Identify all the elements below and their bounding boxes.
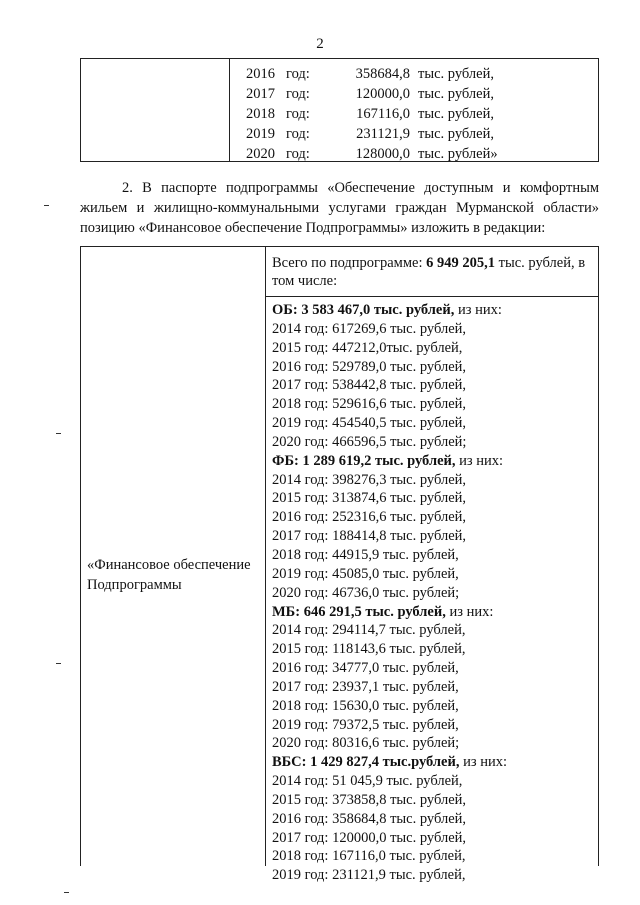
year: 2020 bbox=[246, 146, 275, 162]
list-item: 2019 год: 231121,9 тыс. рублей, bbox=[272, 867, 466, 884]
list-item: 2020 год: 80316,6 тыс. рублей; bbox=[272, 735, 460, 752]
total-suffix: тыс. рублей, в том числе: bbox=[272, 255, 586, 289]
continuation-table-label-cell bbox=[81, 59, 230, 161]
year-label: год: bbox=[286, 86, 310, 102]
list-item: 2019 год: 454540,5 тыс. рублей, bbox=[272, 415, 467, 432]
total-cell bbox=[266, 247, 598, 297]
financing-label: «Финансовое обеспечение Подпрограммы bbox=[87, 556, 251, 593]
section-heading-amount: ВБС: 1 429 827,4 тыс.рублей, bbox=[272, 754, 460, 771]
table-row bbox=[246, 104, 598, 124]
list-item: 2018 год: 167116,0 тыс. рублей, bbox=[272, 848, 466, 865]
margin-mark bbox=[56, 663, 61, 664]
continuation-table-values bbox=[230, 59, 598, 161]
margin-mark bbox=[64, 892, 69, 893]
section-heading bbox=[272, 301, 592, 320]
list-item: 2015 год: 373858,8 тыс. рублей, bbox=[272, 791, 467, 808]
margin-mark bbox=[56, 433, 61, 434]
amount: 358684,8 bbox=[355, 66, 410, 82]
list-item: 2018 год: 44915,9 тыс. рублей, bbox=[272, 546, 459, 563]
list-item: 2017 год: 23937,1 тыс. рублей, bbox=[272, 678, 459, 695]
financing-values-cell bbox=[266, 247, 598, 884]
total-value: 6 949 205,1 bbox=[426, 255, 495, 271]
margin-mark bbox=[44, 205, 49, 206]
unit: тыс. рублей, bbox=[418, 106, 494, 122]
amount: 128000,0 bbox=[355, 146, 410, 162]
table-row bbox=[246, 64, 598, 84]
list-item: 2014 год: 398276,3 тыс. рублей, bbox=[272, 471, 467, 488]
year: 2019 bbox=[246, 126, 275, 142]
continuation-table bbox=[80, 58, 599, 162]
list-item: 2016 год: 34777,0 тыс. рублей, bbox=[272, 660, 459, 677]
section-heading-amount: ОБ: 3 583 467,0 тыс. рублей, bbox=[272, 302, 455, 318]
list-item: 2017 год: 538442,8 тыс. рублей, bbox=[272, 377, 467, 394]
list-item: 2018 год: 529616,6 тыс. рублей, bbox=[272, 396, 467, 413]
list-item: 2017 год: 188414,8 тыс. рублей, bbox=[272, 528, 467, 545]
amount: 120000,0 bbox=[355, 86, 410, 102]
section-heading bbox=[272, 452, 592, 471]
amount: 167116,0 bbox=[356, 106, 410, 122]
list-item: 2016 год: 252316,6 тыс. рублей, bbox=[272, 509, 467, 526]
unit: тыс. рублей» bbox=[418, 146, 498, 162]
unit: тыс. рублей, bbox=[418, 66, 494, 82]
list-item: 2020 год: 466596,5 тыс. рублей; bbox=[272, 433, 467, 450]
list-item: 2014 год: 51 045,9 тыс. рублей, bbox=[272, 773, 463, 790]
funding-breakdown bbox=[266, 297, 598, 885]
year: 2018 bbox=[246, 106, 275, 122]
list-item: 2014 год: 617269,6 тыс. рублей, bbox=[272, 320, 467, 337]
section-heading-suffix: из них: bbox=[445, 603, 494, 620]
list-item: 2018 год: 15630,0 тыс. рублей, bbox=[272, 697, 459, 714]
list-item: 2015 год: 118143,6 тыс. рублей, bbox=[272, 641, 466, 658]
list-item: 2016 год: 358684,8 тыс. рублей, bbox=[272, 810, 467, 827]
unit: тыс. рублей, bbox=[418, 86, 494, 102]
year: 2017 bbox=[246, 86, 275, 102]
list-item: 2017 год: 120000,0 тыс. рублей, bbox=[272, 829, 467, 846]
section-heading bbox=[272, 603, 592, 622]
paragraph-text: 2. В паспорте подпрограммы «Обеспечение доступным и комфортным жильем и жилищно-коммунальными услугами граждан Мурманской области» позицию «Финансовое обеспечение Подпрограммы» изложить в редакции: bbox=[80, 180, 599, 236]
table-row bbox=[246, 144, 598, 164]
year: 2016 bbox=[246, 66, 275, 82]
list-item: 2015 год: 447212,0тыс. рублей, bbox=[272, 339, 463, 356]
amendment-paragraph bbox=[80, 178, 599, 238]
section-heading-suffix: из них: bbox=[454, 302, 502, 318]
unit: тыс. рублей, bbox=[418, 126, 494, 142]
section-heading-suffix: из них: bbox=[455, 452, 504, 469]
list-item: 2016 год: 529789,0 тыс. рублей, bbox=[272, 358, 467, 375]
amount: 231121,9 bbox=[356, 126, 410, 142]
list-item: 2014 год: 294114,7 тыс. рублей, bbox=[272, 622, 466, 639]
section-heading-amount: ФБ: 1 289 619,2 тыс. рублей, bbox=[272, 452, 456, 469]
section-heading-suffix: из них: bbox=[459, 754, 508, 771]
page-number: 2 bbox=[316, 36, 324, 52]
section-heading-amount: МБ: 646 291,5 тыс. рублей, bbox=[272, 603, 446, 620]
total-label: Всего по подпрограмме: bbox=[272, 255, 427, 271]
list-item: 2015 год: 313874,6 тыс. рублей, bbox=[272, 490, 467, 507]
list-item: 2019 год: 79372,5 тыс. рублей, bbox=[272, 716, 459, 733]
year-label: год: bbox=[286, 146, 310, 162]
list-item: 2019 год: 45085,0 тыс. рублей, bbox=[272, 565, 459, 582]
financing-table bbox=[80, 246, 599, 884]
table-row bbox=[246, 124, 598, 144]
year-label: год: bbox=[286, 66, 310, 82]
financing-label-cell bbox=[81, 247, 266, 866]
table-row bbox=[246, 84, 598, 104]
year-label: год: bbox=[286, 106, 310, 122]
list-item: 2020 год: 46736,0 тыс. рублей; bbox=[272, 584, 460, 601]
year-label: год: bbox=[286, 126, 310, 142]
section-heading bbox=[272, 753, 592, 772]
